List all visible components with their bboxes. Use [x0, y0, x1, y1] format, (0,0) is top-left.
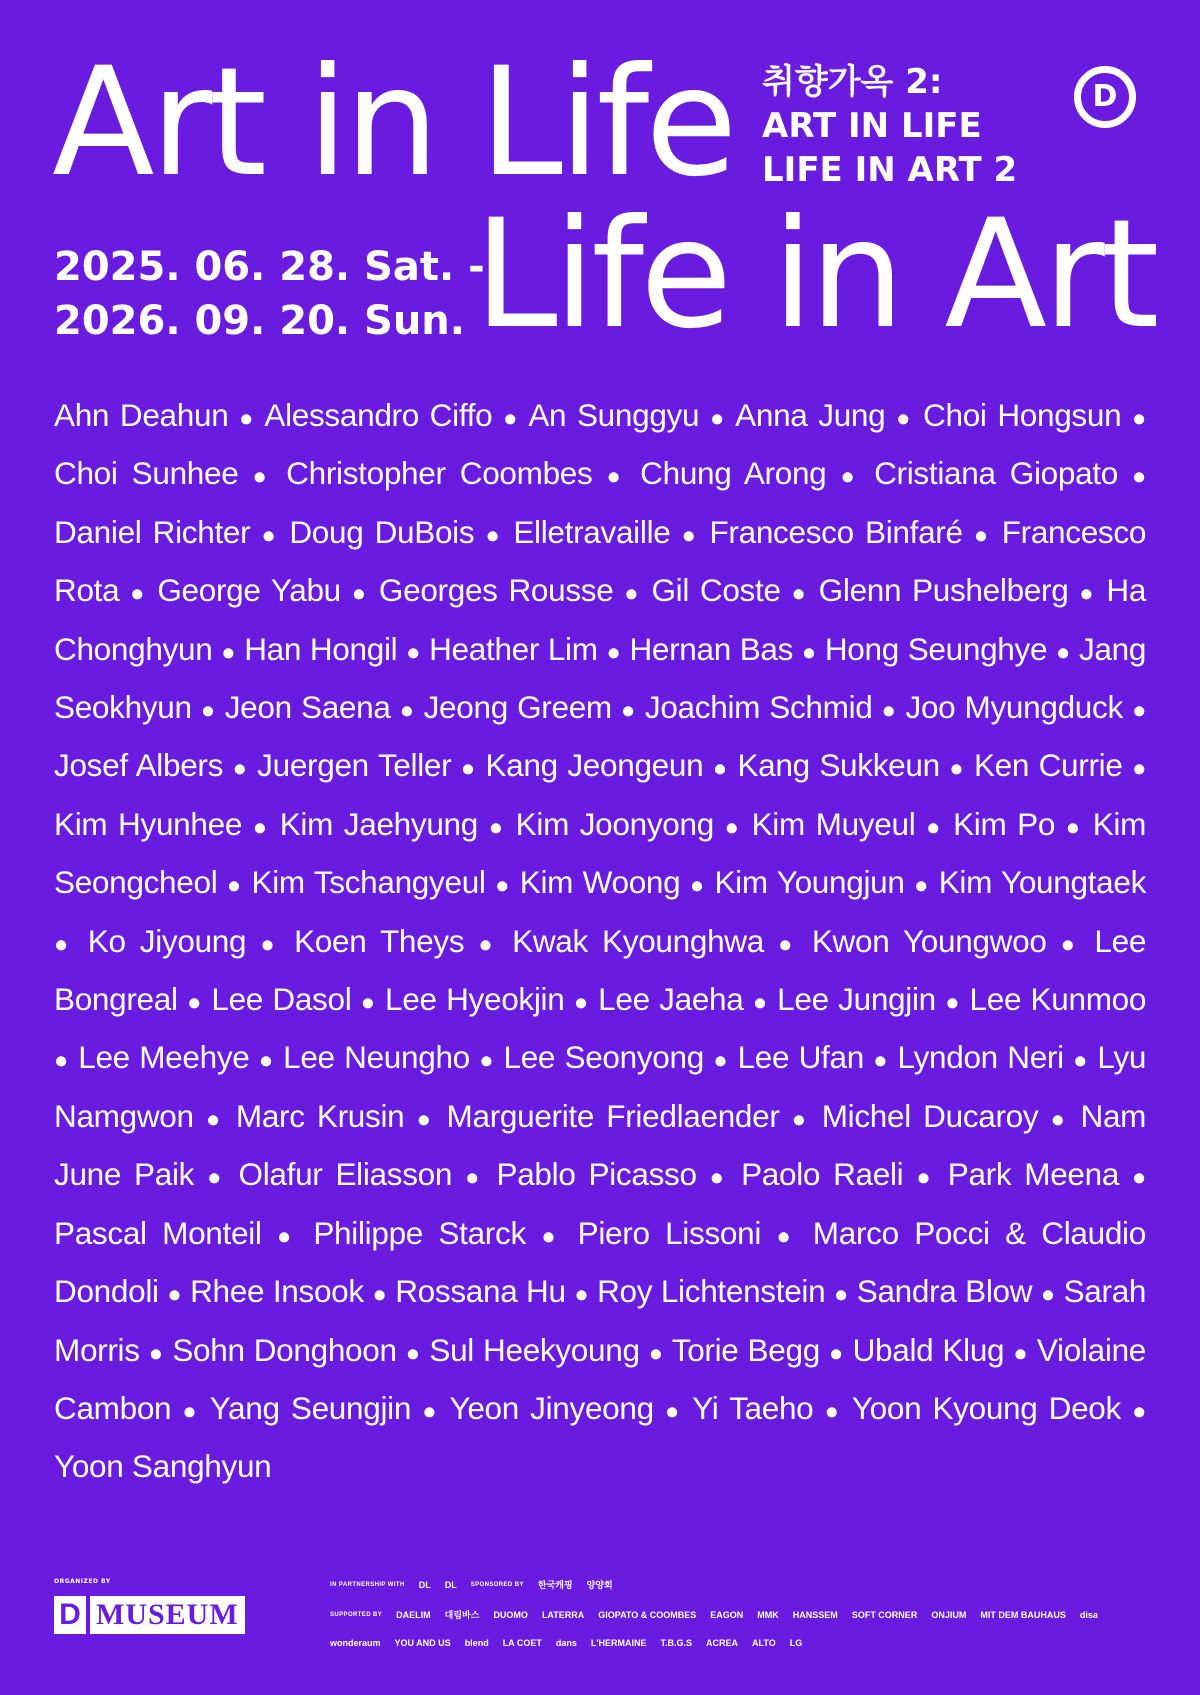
artist-name: Heather Lim	[429, 630, 598, 667]
bullet-separator: ●	[828, 1340, 844, 1367]
artist-name: Kwon Youngwoo	[811, 922, 1047, 959]
bullet-separator: ●	[406, 639, 421, 666]
artist-name: Jeong Greem	[423, 689, 612, 726]
artist-name: Alessandro Ciffo	[264, 397, 493, 433]
bullet-separator: ●	[606, 464, 627, 491]
artist-name: Kim Woong	[519, 864, 681, 901]
artist-name: Koen Theys	[294, 922, 465, 959]
bullet-separator: ●	[405, 1340, 421, 1367]
artist-name: Yoon Sanghyun	[54, 1448, 272, 1485]
bullet-separator: ●	[1065, 814, 1082, 841]
sponsor-logo: 한국캐핑	[537, 1580, 573, 1590]
bullet-separator: ●	[187, 990, 202, 1017]
d-logo-letter: D	[1092, 79, 1118, 114]
artist-name: Ko Jiyoung	[87, 922, 247, 959]
bullet-separator: ●	[778, 931, 798, 958]
artist-name: Elletravaille	[513, 513, 671, 550]
bullet-separator: ●	[573, 990, 589, 1017]
supporter-logo: EAGON	[710, 1609, 744, 1620]
bullet-separator: ●	[182, 1398, 200, 1425]
artist-name: Michel Ducaroy	[821, 1097, 1039, 1134]
bullet-separator: ●	[681, 522, 699, 549]
bullet-separator: ●	[833, 1282, 849, 1309]
partner-logo: DL	[444, 1579, 457, 1590]
artist-name: Juergen Teller	[257, 747, 452, 784]
bullet-separator: ●	[776, 1223, 798, 1250]
date-end: 2026. 09. 20. Sun.	[54, 298, 465, 344]
artist-name: Kim Youngjun	[714, 864, 905, 901]
bullet-separator: ●	[167, 1282, 182, 1309]
artist-name: Philippe Starck	[313, 1214, 526, 1251]
bullet-separator: ●	[752, 990, 768, 1017]
artist-name: Kim Tschangyeul	[251, 864, 486, 901]
artist-name: Anna Jung	[735, 397, 886, 433]
supporter-row-1	[330, 1608, 1150, 1621]
artist-name: Sohn Donghoon	[172, 1331, 397, 1368]
bullet-separator: ●	[949, 756, 965, 783]
bullet-separator: ●	[791, 1106, 810, 1133]
bullet-separator: ●	[54, 931, 74, 958]
bullet-separator: ●	[648, 1340, 664, 1367]
date-start: 2025. 06. 28. Sat. -	[54, 244, 485, 290]
bullet-separator: ●	[226, 873, 242, 900]
artist-name: Kim Jaehyung	[279, 805, 478, 842]
bullet-separator: ●	[478, 931, 499, 958]
organized-by-label: ORGANIZED BY	[54, 1578, 111, 1585]
bullet-separator: ●	[664, 1398, 682, 1425]
artist-name: Piero Lissoni	[577, 1214, 762, 1251]
artist-name: Kang Sukkeun	[737, 747, 940, 784]
artist-name: Kim Po	[953, 805, 1056, 842]
bullet-separator: ●	[945, 990, 961, 1017]
bullet-separator: ●	[54, 1048, 69, 1075]
bullet-separator: ●	[130, 581, 147, 608]
artist-name: Marc Krusin	[235, 1097, 405, 1134]
bullet-separator: ●	[709, 406, 727, 432]
bullet-separator: ●	[624, 581, 641, 608]
bullet-separator: ●	[689, 873, 705, 900]
artist-name: Chung Arong	[640, 455, 827, 492]
artist-name: Kim Joonyong	[515, 805, 714, 842]
artist-name: Rhee Insook	[190, 1273, 364, 1310]
artist-name: Joachim Schmid	[644, 689, 873, 726]
bullet-separator: ●	[621, 698, 636, 725]
artist-name: Choi Hongsun	[923, 397, 1122, 433]
supporter-logo: 대림바스	[444, 1610, 480, 1620]
artist-list	[54, 388, 1146, 1494]
artist-name: An Sunggyu	[528, 397, 700, 433]
supporter-logo: ALTO	[752, 1638, 776, 1648]
artist-name: Ken Currie	[973, 747, 1123, 784]
title-art-in-life: Art in Life	[52, 36, 734, 210]
artist-name: Han Hongil	[244, 630, 398, 667]
artist-name: Nam June Paik	[54, 1097, 1147, 1193]
subtitle-korean: 취향가옥 2:	[762, 62, 943, 102]
supporter-logo: dans	[555, 1638, 577, 1648]
bullet-separator: ●	[973, 522, 991, 549]
subtitle-line1: ART IN LIFE	[762, 106, 982, 146]
artist-name: Doug DuBois	[289, 513, 475, 550]
supporter-logo: HANSSEM	[792, 1609, 838, 1620]
bullet-separator: ●	[252, 814, 269, 841]
bullet-separator: ●	[479, 1048, 495, 1075]
artist-name: George Yabu	[157, 572, 341, 609]
bullet-separator: ●	[260, 931, 280, 958]
artist-name: Ubald Klug	[852, 1331, 1005, 1368]
bullet-separator: ●	[261, 522, 279, 549]
partner-row	[330, 1578, 1150, 1591]
artist-name: Cristiana Giopato	[874, 455, 1118, 492]
artist-name: Glenn Pushelberg	[818, 572, 1069, 609]
artist-name: Kim Seongcheol	[54, 805, 1147, 901]
artist-name: Lee Ufan	[737, 1039, 864, 1076]
artist-name: Hernan Bas	[629, 630, 794, 667]
bullet-separator: ●	[1073, 1048, 1089, 1075]
bullet-separator: ●	[485, 522, 503, 549]
artist-name: Kwak Kyounghwa	[512, 922, 764, 959]
supporter-logo: LA COET	[502, 1638, 542, 1648]
artist-name: Sarah Morris	[54, 1273, 1147, 1368]
artist-name: Jeon Saena	[224, 689, 391, 726]
artist-name: Francesco Binfaré	[709, 513, 963, 550]
artist-name: Lee Jaeha	[598, 981, 744, 1018]
artist-name: Joo Myungduck	[905, 689, 1123, 726]
artist-name: Kim Hyunhee	[54, 805, 243, 842]
artist-name: Lee Neungho	[283, 1039, 470, 1076]
bullet-separator: ●	[465, 1165, 484, 1192]
artist-name: Marco Pocci & Claudio Dondoli	[54, 1214, 1146, 1310]
d-circle-logo	[1074, 66, 1136, 128]
artist-name: Yoon Kyoung Deok	[851, 1389, 1121, 1426]
artist-name: Violaine Cambon	[54, 1331, 1147, 1426]
bullet-separator: ●	[360, 990, 376, 1017]
bullet-separator: ●	[372, 1282, 387, 1309]
bullet-separator: ●	[1040, 1282, 1055, 1309]
bullet-separator: ●	[791, 581, 808, 608]
artist-name: Lee Seonyong	[503, 1039, 704, 1076]
bullet-separator: ●	[541, 1223, 563, 1250]
bullet-separator: ●	[488, 814, 505, 841]
artist-name: Roy Lichtenstein	[597, 1273, 826, 1310]
bullet-separator: ●	[416, 1106, 435, 1133]
supporter-logo: SOFT CORNER	[851, 1609, 918, 1620]
artist-name: Torie Begg	[671, 1331, 820, 1368]
supporter-logo: DUOMO	[493, 1609, 528, 1620]
supporter-logo: DAELIM	[396, 1609, 431, 1620]
artist-name: Lee Dasol	[211, 981, 352, 1018]
artist-name: Christopher Coombes	[286, 455, 593, 492]
artist-name: Kang Jeongeun	[485, 747, 704, 784]
d-museum-name: MUSEUM	[90, 1596, 245, 1634]
bullet-separator: ●	[232, 756, 248, 783]
bullet-separator: ●	[1132, 756, 1147, 783]
bullet-separator: ●	[926, 814, 943, 841]
sponsor-logo: 양양회	[586, 1580, 613, 1590]
supported-label: SUPPORTED BY	[330, 1611, 383, 1618]
bullet-separator: ●	[503, 406, 520, 432]
artist-name: Paolo Raeli	[741, 1156, 904, 1193]
bullet-separator: ●	[574, 1282, 589, 1309]
bullet-separator: ●	[896, 406, 913, 432]
bullet-separator: ●	[239, 406, 256, 432]
artist-name: Yang Seungjin	[209, 1389, 412, 1426]
supporter-logo: ACREA	[706, 1638, 739, 1648]
artist-name: Sandra Blow	[856, 1273, 1033, 1310]
exhibition-dates	[54, 240, 485, 348]
bullet-separator: ●	[1013, 1340, 1028, 1367]
artist-name: Olafur Eliasson	[238, 1156, 453, 1193]
supporter-logo: MMK	[757, 1609, 779, 1620]
artist-name: Yi Taeho	[692, 1389, 814, 1426]
bullet-separator: ●	[277, 1223, 298, 1250]
bullet-separator: ●	[1060, 931, 1081, 958]
bullet-separator: ●	[801, 639, 817, 666]
supporter-logo: MIT DEM BAUHAUS	[980, 1609, 1066, 1620]
bullet-separator: ●	[606, 639, 621, 666]
supporter-logo: T.B.G.S	[660, 1638, 693, 1648]
supporter-logo: L'HERMAINE	[590, 1638, 647, 1648]
bullet-separator: ●	[709, 1165, 729, 1192]
title-life-in-art: Life in Art	[474, 188, 1156, 362]
artist-name: Lee Kunmoo	[969, 981, 1147, 1018]
artist-name: Georges Rousse	[378, 572, 614, 609]
bullet-separator: ●	[713, 1048, 729, 1075]
bullet-separator: ●	[712, 756, 728, 783]
supporter-logo: GIOPATO & COOMBES	[598, 1609, 697, 1620]
bullet-separator: ●	[258, 1048, 274, 1075]
artist-name: Josef Albers	[54, 747, 224, 784]
bullet-separator: ●	[399, 698, 415, 725]
bullet-separator: ●	[200, 698, 216, 725]
bullet-separator: ●	[351, 581, 369, 608]
bullet-separator: ●	[1132, 698, 1147, 725]
bullet-separator: ●	[422, 1398, 439, 1425]
artist-name: Lee Meehye	[78, 1039, 250, 1076]
subtitle-block	[762, 60, 1017, 192]
bullet-separator: ●	[1050, 1106, 1069, 1133]
bullet-separator: ●	[1132, 406, 1147, 432]
d-museum-letter: D	[54, 1596, 86, 1634]
artist-name: Lyu Namgwon	[54, 1039, 1147, 1134]
supporter-logo: ONJIUM	[931, 1609, 967, 1620]
artist-name: Kim Youngtaek	[938, 864, 1147, 901]
artist-name: Sul Heekyoung	[429, 1331, 640, 1368]
artist-name: Lee Hyeokjin	[385, 981, 565, 1018]
partnership-label: IN PARTNERSHIP WITH	[330, 1581, 405, 1588]
artist-name: Marguerite Friedlaender	[446, 1097, 780, 1134]
artist-name: Lee Bongreal	[54, 922, 1147, 1018]
artist-name: Kim Muyeul	[751, 805, 916, 842]
bullet-separator: ●	[824, 1398, 842, 1425]
artist-name: Hong Seunghye	[824, 630, 1048, 667]
partner-logo: DL	[418, 1579, 431, 1590]
bullet-separator: ●	[252, 464, 273, 491]
artist-name: Jang Seokhyun	[54, 630, 1147, 726]
artist-name: Francesco Rota	[54, 513, 1147, 609]
bullet-separator: ●	[840, 464, 861, 491]
supporter-logo: YOU AND US	[394, 1638, 451, 1648]
supporter-logo: blend	[464, 1638, 489, 1648]
bullet-separator: ●	[1132, 1165, 1147, 1192]
bullet-separator: ●	[1055, 639, 1071, 666]
bullet-separator: ●	[221, 639, 236, 666]
bullet-separator: ●	[1079, 581, 1096, 608]
artist-name: Ahn Deahun	[54, 397, 229, 433]
artist-name: Park Meena	[947, 1156, 1120, 1193]
bullet-separator: ●	[1132, 464, 1147, 491]
supporter-logo: disa	[1079, 1609, 1098, 1620]
subtitle-line2: LIFE IN ART 2	[762, 150, 1018, 190]
bullet-separator: ●	[205, 1106, 224, 1133]
bullet-separator: ●	[495, 873, 511, 900]
artist-name: Gil Coste	[651, 572, 781, 609]
bullet-separator: ●	[460, 756, 476, 783]
bullet-separator: ●	[1132, 1398, 1147, 1425]
bullet-separator: ●	[916, 1165, 935, 1192]
supporter-row-2	[330, 1638, 1150, 1648]
bullet-separator: ●	[873, 1048, 889, 1075]
artist-name: Rossana Hu	[395, 1273, 566, 1310]
artist-name: Lee Jungjin	[777, 981, 936, 1018]
supporter-logo: LG	[789, 1638, 803, 1648]
supporter-logo: wonderaum	[330, 1638, 381, 1648]
artist-name: Lyndon Neri	[897, 1039, 1064, 1076]
artist-name: Yeon Jinyeong	[449, 1389, 654, 1426]
supporter-logo: LATERRA	[541, 1609, 585, 1620]
sponsored-label: SPONSORED BY	[470, 1581, 524, 1588]
d-museum-logo	[54, 1596, 245, 1634]
artist-name: Daniel Richter	[54, 513, 251, 550]
artist-name: Ha Chonghyun	[54, 572, 1147, 667]
artist-name: Pablo Picasso	[496, 1156, 697, 1193]
bullet-separator: ●	[914, 873, 930, 900]
sponsor-footer	[0, 1570, 1200, 1690]
bullet-separator: ●	[724, 814, 741, 841]
artist-name: Pascal Monteil	[54, 1214, 262, 1251]
bullet-separator: ●	[881, 698, 897, 725]
artist-name: Choi Sunhee	[54, 455, 239, 492]
bullet-separator: ●	[148, 1340, 164, 1367]
bullet-separator: ●	[207, 1165, 226, 1192]
